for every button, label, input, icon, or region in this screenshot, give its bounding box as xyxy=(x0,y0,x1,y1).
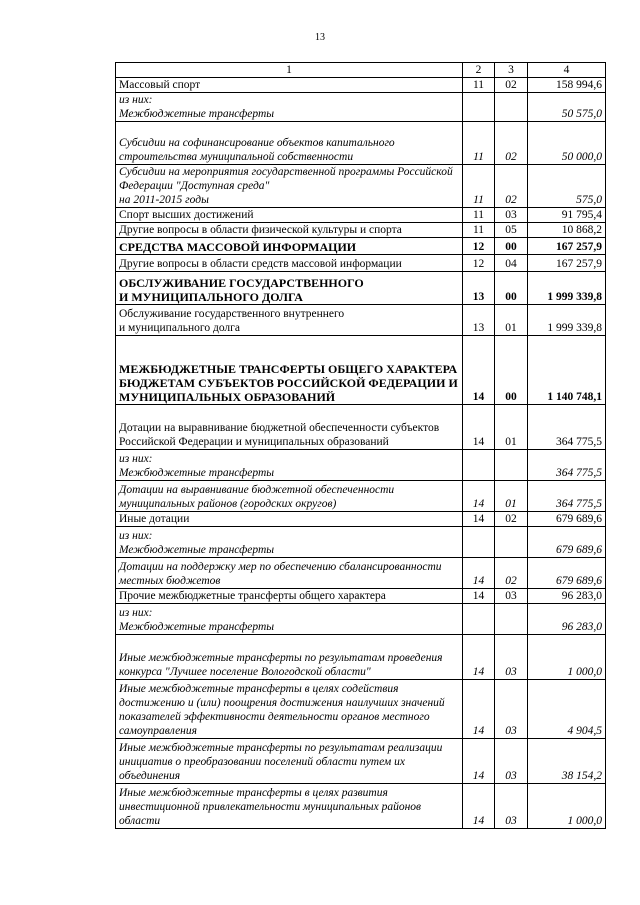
row-name-cell: из них: Межбюджетные трансферты xyxy=(116,450,463,481)
table-row xyxy=(116,255,606,272)
table-row xyxy=(116,405,606,450)
table-row xyxy=(116,93,606,122)
column-header-2: 2 xyxy=(463,63,495,78)
row-subsection-cell xyxy=(495,604,528,635)
table-row xyxy=(116,272,606,305)
row-subsection-cell: 01 xyxy=(495,481,528,512)
page-number: 13 xyxy=(315,32,325,43)
table-row xyxy=(116,739,606,784)
row-subsection-cell xyxy=(495,450,528,481)
row-amount-cell: 1 000,0 xyxy=(528,635,606,680)
row-name-cell: ОБСЛУЖИВАНИЕ ГОСУДАРСТВЕННОГО И МУНИЦИПАЛЬНОГО ДОЛГА xyxy=(116,272,463,305)
row-amount-cell: 91 795,4 xyxy=(528,208,606,223)
row-section-cell: 12 xyxy=(463,255,495,272)
row-section-cell xyxy=(463,450,495,481)
table-row xyxy=(116,336,606,405)
row-section-cell: 14 xyxy=(463,558,495,589)
row-amount-cell: 38 154,2 xyxy=(528,739,606,784)
row-name-cell: из них: Межбюджетные трансферты xyxy=(116,604,463,635)
table-row xyxy=(116,165,606,208)
row-amount-cell: 679 689,6 xyxy=(528,558,606,589)
row-name-cell: Иные межбюджетные трансферты в целях содействия достижению и (или) поощрения достижения наилучших значений показателей эффективности деятельности органов местного самоуправления xyxy=(116,680,463,739)
table-row xyxy=(116,238,606,255)
row-subsection-cell: 02 xyxy=(495,558,528,589)
row-amount-cell: 1 140 748,1 xyxy=(528,336,606,405)
row-section-cell: 11 xyxy=(463,165,495,208)
budget-table-body xyxy=(116,63,606,829)
row-section-cell: 11 xyxy=(463,208,495,223)
row-section-cell: 11 xyxy=(463,122,495,165)
row-name-cell: Дотации на поддержку мер по обеспечению сбалансированности местных бюджетов xyxy=(116,558,463,589)
column-header-1: 1 xyxy=(116,63,463,78)
row-amount-cell: 4 904,5 xyxy=(528,680,606,739)
row-amount-cell: 167 257,9 xyxy=(528,255,606,272)
row-amount-cell: 167 257,9 xyxy=(528,238,606,255)
row-section-cell: 14 xyxy=(463,336,495,405)
row-amount-cell: 50 575,0 xyxy=(528,93,606,122)
table-row xyxy=(116,450,606,481)
row-section-cell: 14 xyxy=(463,739,495,784)
row-subsection-cell: 00 xyxy=(495,336,528,405)
column-header-3: 3 xyxy=(495,63,528,78)
table-row xyxy=(116,680,606,739)
row-subsection-cell: 03 xyxy=(495,208,528,223)
table-header-row xyxy=(116,63,606,78)
row-section-cell: 12 xyxy=(463,238,495,255)
row-name-cell: Обслуживание государственного внутреннего и муниципального долга xyxy=(116,305,463,336)
row-name-cell: Другие вопросы в области средств массовой информации xyxy=(116,255,463,272)
row-amount-cell: 1 999 339,8 xyxy=(528,305,606,336)
row-subsection-cell: 02 xyxy=(495,512,528,527)
row-subsection-cell: 03 xyxy=(495,680,528,739)
row-section-cell: 14 xyxy=(463,512,495,527)
row-name-cell: Иные дотации xyxy=(116,512,463,527)
row-subsection-cell: 05 xyxy=(495,223,528,238)
row-section-cell: 14 xyxy=(463,680,495,739)
row-name-cell: Иные межбюджетные трансферты по результатам реализации инициатив о преобразовании поселений области путем их объединения xyxy=(116,739,463,784)
row-section-cell: 14 xyxy=(463,784,495,829)
table-row xyxy=(116,589,606,604)
row-subsection-cell: 00 xyxy=(495,238,528,255)
row-name-cell: Дотации на выравнивание бюджетной обеспеченности муниципальных районов (городских округов) xyxy=(116,481,463,512)
table-row xyxy=(116,635,606,680)
row-section-cell: 13 xyxy=(463,305,495,336)
row-amount-cell: 96 283,0 xyxy=(528,589,606,604)
row-subsection-cell xyxy=(495,93,528,122)
row-section-cell xyxy=(463,604,495,635)
row-subsection-cell: 02 xyxy=(495,165,528,208)
row-section-cell: 14 xyxy=(463,405,495,450)
row-subsection-cell: 00 xyxy=(495,272,528,305)
row-section-cell: 13 xyxy=(463,272,495,305)
row-subsection-cell: 04 xyxy=(495,255,528,272)
table-row xyxy=(116,784,606,829)
row-section-cell: 11 xyxy=(463,223,495,238)
row-amount-cell: 679 689,6 xyxy=(528,527,606,558)
table-row xyxy=(116,223,606,238)
row-section-cell xyxy=(463,93,495,122)
row-amount-cell: 158 994,6 xyxy=(528,78,606,93)
column-header-4: 4 xyxy=(528,63,606,78)
row-name-cell: из них: Межбюджетные трансферты xyxy=(116,93,463,122)
row-section-cell: 11 xyxy=(463,78,495,93)
row-amount-cell: 364 775,5 xyxy=(528,450,606,481)
row-subsection-cell: 02 xyxy=(495,78,528,93)
row-name-cell: МЕЖБЮДЖЕТНЫЕ ТРАНСФЕРТЫ ОБЩЕГО ХАРАКТЕРА БЮДЖЕТАМ СУБЪЕКТОВ РОССИЙСКОЙ ФЕДЕРАЦИИ И МУНИЦИПАЛЬНЫХ ОБРАЗОВАНИЙ xyxy=(116,336,463,405)
row-name-cell: Иные межбюджетные трансферты в целях развития инвестиционной привлекательности муниципальных районов области xyxy=(116,784,463,829)
table-row xyxy=(116,604,606,635)
table-row xyxy=(116,122,606,165)
row-subsection-cell: 01 xyxy=(495,405,528,450)
table-row xyxy=(116,512,606,527)
row-amount-cell: 96 283,0 xyxy=(528,604,606,635)
row-subsection-cell: 02 xyxy=(495,122,528,165)
row-subsection-cell: 01 xyxy=(495,305,528,336)
row-section-cell xyxy=(463,527,495,558)
table-row xyxy=(116,208,606,223)
budget-table xyxy=(115,62,606,829)
row-name-cell: Субсидии на софинансирование объектов капитального строительства муниципальной собственности xyxy=(116,122,463,165)
row-name-cell: Прочие межбюджетные трансферты общего характера xyxy=(116,589,463,604)
row-amount-cell: 575,0 xyxy=(528,165,606,208)
row-amount-cell: 1 999 339,8 xyxy=(528,272,606,305)
row-section-cell: 14 xyxy=(463,481,495,512)
table-row xyxy=(116,558,606,589)
row-subsection-cell: 03 xyxy=(495,739,528,784)
row-subsection-cell: 03 xyxy=(495,589,528,604)
row-name-cell: Спорт высших достижений xyxy=(116,208,463,223)
row-name-cell: из них: Межбюджетные трансферты xyxy=(116,527,463,558)
row-name-cell: Субсидии на мероприятия государственной программы Российской Федерации "Доступная среда" на 2011-2015 годы xyxy=(116,165,463,208)
table-row xyxy=(116,305,606,336)
row-amount-cell: 10 868,2 xyxy=(528,223,606,238)
row-subsection-cell: 03 xyxy=(495,784,528,829)
row-name-cell: Другие вопросы в области физической культуры и спорта xyxy=(116,223,463,238)
row-subsection-cell: 03 xyxy=(495,635,528,680)
row-amount-cell: 679 689,6 xyxy=(528,512,606,527)
table-row xyxy=(116,527,606,558)
row-name-cell: Иные межбюджетные трансферты по результатам проведения конкурса "Лучшее поселение Вологодской области" xyxy=(116,635,463,680)
row-name-cell: СРЕДСТВА МАССОВОЙ ИНФОРМАЦИИ xyxy=(116,238,463,255)
row-section-cell: 14 xyxy=(463,589,495,604)
table-row xyxy=(116,481,606,512)
row-amount-cell: 364 775,5 xyxy=(528,481,606,512)
row-subsection-cell xyxy=(495,527,528,558)
row-amount-cell: 50 000,0 xyxy=(528,122,606,165)
row-amount-cell: 364 775,5 xyxy=(528,405,606,450)
row-name-cell: Массовый спорт xyxy=(116,78,463,93)
row-section-cell: 14 xyxy=(463,635,495,680)
row-name-cell: Дотации на выравнивание бюджетной обеспеченности субъектов Российской Федерации и муниципальных образований xyxy=(116,405,463,450)
table-row xyxy=(116,78,606,93)
row-amount-cell: 1 000,0 xyxy=(528,784,606,829)
